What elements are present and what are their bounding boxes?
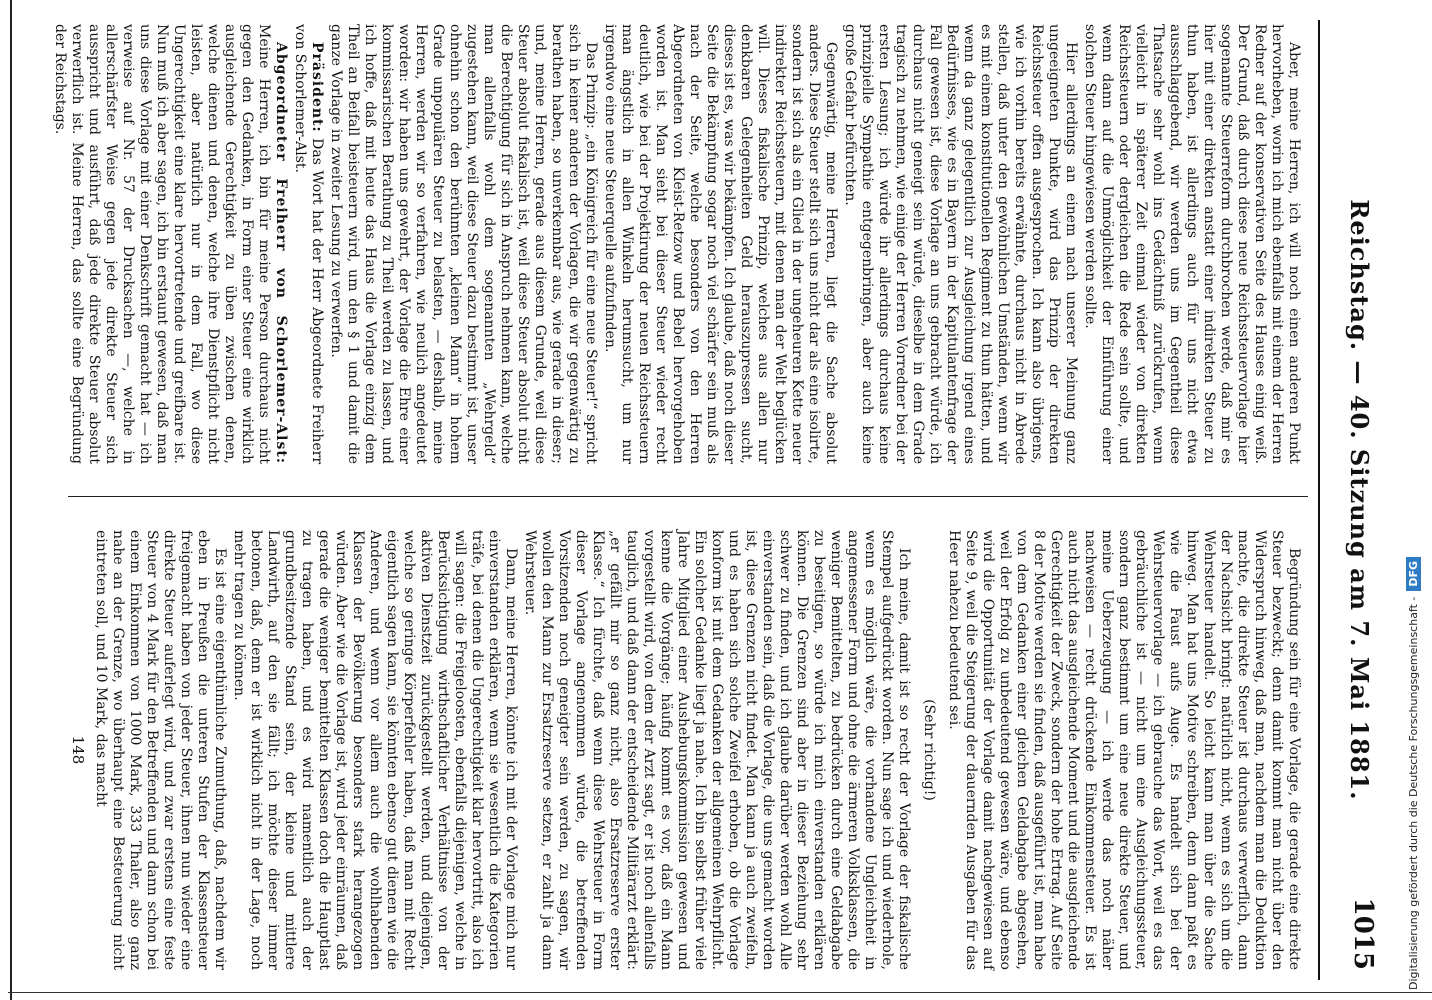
page-header	[1312, 20, 1392, 980]
page-title: Reichstag. — 40. Sitzung am 7. Mai 1881.	[1345, 199, 1374, 801]
digitization-credit	[1406, 0, 1428, 990]
speaker-paragraph	[51, 24, 289, 464]
paragraph: Hier allerdings an einem nach unserer Meinung ganz ungeeigneten Punkte, wird das Prinzip der direkten Reichssteuer offen ausgesprochen. Ich kann also übrigens, wie ich vorhin bereits erwähnte, durchaus nicht in Abrede stellen, daß unter den gewöhnlichen Umständen, wenn wir es mit einem konstitutionellen Regiment zu thun hätten, und wenn da ganz gelegentlich zur Ausgleichung irgend eines Bedürfnisses, wie es in Bayern in der Kapitulantenfrage der Fall gewesen ist, diese Vorlage an uns gebracht würde, ich durchaus nicht geneigt sein würde, dieselbe in dem Grade tragisch zu nehmen, wie einige der Herren Vorredner bei der ersten Lesung; ich würde ihr allerdings durchaus keine prinzipielle Sympathie entgegenbringen, aber auch keine große Gefahr befürchten.	[842, 24, 1079, 464]
speaker-text: Meine Herren, ich bin für meine Person durchaus nicht gegen den Gedanken, in Form einer Steuer eine wirklich ausgleichende Gerechtigkeit zu üben zwischen denen, welche dienen und denen, welche ihre Dienstpflicht nicht leisten, aber natürlich nur in dem Fall, wo diese Ungerechtigkeit eine klare hervortretende und greifbare ist. Nun muß ich aber sagen, ich bin erstaunt gewesen, daß man uns diese Vorlage mit einer Denkschrift gemacht hat — ich verweise auf Nr. 57 der Drucksachen —, welche in allerschärfster Weise gegen jede direkte Steuer sich ausspricht und ausführt, daß jede direkte Steuer absolut verwerflich ist. Meine Herren, das sollte eine Begründung der Reichstags.	[52, 24, 272, 464]
paragraph: Begründung sein für eine Vorlage, die gerade eine direkte Steuer bezweckt; denn damit kommt man nicht über den Widerspruch hinweg, daß man, nachdem man die Deduktion machte, die direkte Steuer ist durchaus verwerflich, dann der Nachsicht bringt: natürlich nicht, wenn es sich um die Wehrsteuer handelt. So leicht kann man über die Sache hinweg. Man hat uns Motive schreiben, denn dann paßt es wie die Faust aufs Auge. Es handelt sich bei der Wehrsteuervorlage — ich gebrauche das Wort, weil es das gebräuchliche ist — nicht um eine Ausgleichungssteuer, sondern ganz bestimmt um eine neue direkte Steuer, und meine Ueberzeugung — ich werde das noch näher nachweisen — recht drückende Einkommensteuer. Es ist auch nicht das ausgleichende Moment und die ausgleichende Gerechtigkeit der Zweck, sondern der hohe Ertrag. Auf Seite 8 der Motive werden sie finden, daß ausgeführt ist, man habe von dem Gedanken einer gleichen Geldabgabe abgesehen, weil der Erfolg zu unbedeutend gewesen wäre, und ebenso wird die Opportunität der Vorlage damit nachgewiesen auf Seite 9, weil die Steigerung der dauernden Ausgaben für das Heer nahezu bedeutend sei.	[946, 530, 1302, 970]
dfg-logo: DFG	[1406, 557, 1421, 591]
president-paragraph	[291, 24, 325, 464]
column-divider	[68, 496, 1308, 497]
text-column-left	[49, 24, 1302, 464]
president-text: Das Wort hat der Herr Abgeordnete Freiherr von Schorlemer-Alst.	[292, 24, 325, 465]
president-label: Präsident:	[309, 42, 325, 133]
paragraph: Aber, meine Herren, ich will noch einen anderen Punkt hervorheben, worin ich mich ebenfalls mit einem der Herren Redner auf der konservativen Seite des Hauses einig weiß. Der Grund, daß durch diese neue Reichssteuervorlage hier sogenannte Steuerreform durchbrochen werde, daß mir es hier mit einer direkten anstatt einer indirekten Steuer zu thun haben, ist allerdings auch für uns nicht etwa ausschlaggebend, wir werden uns im Gegentheil diese Thatsache sehr wohl ins Gedächtniß zurückrufen, wenn vielleicht in späterer Zeit einmal wieder von direkten Reichssteuern oder dergleichen die Rede sein sollte, und wenn dann auf die Unmöglichkeit der Einführung einer solchen Steuer hingewiesen werden sollte.	[1082, 24, 1302, 464]
speaker-label: Abgeordneter Freiherr von Schorlemer-Alst:	[273, 42, 289, 464]
paragraph: Es ist eine eigenthümliche Zumuthung, daß, nachdem wir eben in Preußen die unteren Stufen der Klassensteuer freigemacht haben von jeder Steuer, ihnen nun wieder eine direkte Steuer auferlegt wird, und zwar erstens eine feste Steuer von 4 Mark für den Betreffenden und dann schon bei einem Einkommen von 1000 Mark, 333 Thaler, also ganz nahe an der Grenze, wo überhaupt eine Besteuerung nicht eintreten soll, und 10 Mark, das macht	[93, 530, 228, 970]
interjection: (Sehr richtig!)	[921, 699, 937, 801]
paragraph: Das Prinzip: „ein Königreich für eine neue Steuer!“ spricht sich in keiner anderen der Vorlagen, die wir gegenwärtig zu berathen haben, so unverkennbar aus, wie gerade in dieser; und, meine Herren, gerade aus diesem Grunde, weil diese Steuer absolut fiskalisch ist, weil diese Steuer absolut nicht die Berechtigung für sich in Anspruch nehmen kann, welche man allenfalls wohl dem sogenannten „Wehrgeld“ zugestehen kann, weil diese Steuer dazu bestimmt ist, unser ohnehin schon den berühmten „kleinen Mann“ in hohem Grade unpopulären Steuer zu belasten, — deshalb, meine Herren, werden wir so verfahren, wie neulich angedeutet worden: wir haben uns gewehrt, der Vorlage die Ehre einer kommissarischen Berathung zu Theil werden zu lassen, und ich hoffe, daß mit heute das Haus die Vorlage einzig dem Theil an Beifall beisteuern wird, um den § 1 und damit die ganze Vorlage in zweiter Lesung zu verwerfen.	[328, 24, 599, 464]
text-column-right	[67, 530, 1302, 970]
header-rule	[1318, 20, 1320, 980]
paragraph: Dann, meine Herren, könnte ich mit der Vorlage mich nur einverstanden erklären, wenn sie wesentlich die Kategorien träfe, bei denen die Ungerechtigkeit klar hervortritt, also ich will sagen: die Freigeloosten, ebenfalls diejenigen, welche in Berücksichtigung wirthschaftlicher Verhältnisse von der aktiven Dienstzeit zurückgestellt werden, und diejenigen, welche so geringe Körperfehler haben, daß man mit Recht eigentlich sagen kann, sie könnten ebenso gut dienen wie die Anderen, und wenn vor allem auch die wohlhabenden Klassen der Bevölkerung besonders stark herangezogen würden. Aber wie die Vorlage ist, wird jeder einräumen, daß gerade die weniger bemittelten Klassen doch die Hauptlast zu tragen haben, und es wird namentlich auch der grundbesitzende Stand sein, der kleine und mittlere Landwirth, auf den sie fällt; ich möchte dieser immer betonen, daß, denn er ist wirklich nicht in der Lage, noch mehr tragen zu können.	[231, 530, 519, 970]
page-number: 1015	[1348, 897, 1378, 970]
rotated-printed-page	[32, 0, 1392, 1000]
credit-text: Digitalisierung gefördert durch die Deutsche Forschungsgemeinschaft -	[1407, 596, 1420, 990]
sheet-number: 148	[69, 735, 87, 765]
paragraph: Ich meine, damit ist so recht der Vorlage der fiskalische Stempel aufgedrückt worden. Nun sage ich und wiederhole, wenn es möglich wäre, die vorhandene Ungleichheit in angemessener Form und ohne die ärmeren Volksklassen, die weniger Bemittelten, zu bedrücken durch eine Geldabgabe zu beseitigen, so würde ich mich einverstanden erklären können. Die Grenzen sind aber in dieser Beziehung sehr schwer zu finden, und ich glaube darüber werden wohl Alle einverstanden sein, daß die Vorlage, die uns gemacht worden ist, diese Grenzen nicht findet. Man kann ja auch zweifeln, und es haben sich solche Zweifel erhoben, ob die Vorlage konform ist mit dem Gedanken der allgemeinen Wehrpflicht. Ein solcher Gedanke liegt ja nahe. Ich bin selbst früher viele Jahre Mitglied einer Aushebungskommission gewesen und kenne die Vorgänge; häufig kommt es vor, daß ein Mann vorgestellt wird, von dem der Arzt sagt, er ist noch allenfalls tauglich, und daß dann der entscheidende Militärarzt erklärt: „er gefällt mir so ganz nicht, also Ersatzreserve erster Klasse.“ Ich fürchte, daß wenn diese Wehrsteuer in Form dieser Vorlage angenommen würde, die betreffenden Vorsitzenden noch geneigter sein werden, zu sagen, wir wollen den Mann zur Ersatzreserve setzen, er zahlt ja dann Wehrsteuer.	[522, 530, 912, 970]
paragraph: Gegenwärtig, meine Herren, liegt die Sache absolut anders. Diese Steuer stellt sich uns nicht dar als eine isolirte, sondern ist sich als ein Glied in der ungeheuren Kette neuer indirekter Reichssteuern, mit denen man der Welt beglücken will. Dieses fiskalische Prinzip, welches aus allen nur denkbaren Gelegenheiten Geld herauszupressen sucht, dieses ist es, was wir bekämpfen. Ich glaube, daß noch dieser Seite die Bekämpfung sogar noch viel schärfer sein muß als nach der Seite, welche besonders von den Herren Abgeordneten von Kleist-Retzow und Bebel hervorgehoben worden ist. Man sieht bei dieser Steuer wieder recht deutlich, wie bei der Projektirung der neuen Reichssteuern man ängstlich in allen Winkeln herumsucht, um nur irgendwo eine neue Steuerquelle aufzufinden.	[602, 24, 839, 464]
scan-edge-left	[10, 0, 12, 1000]
